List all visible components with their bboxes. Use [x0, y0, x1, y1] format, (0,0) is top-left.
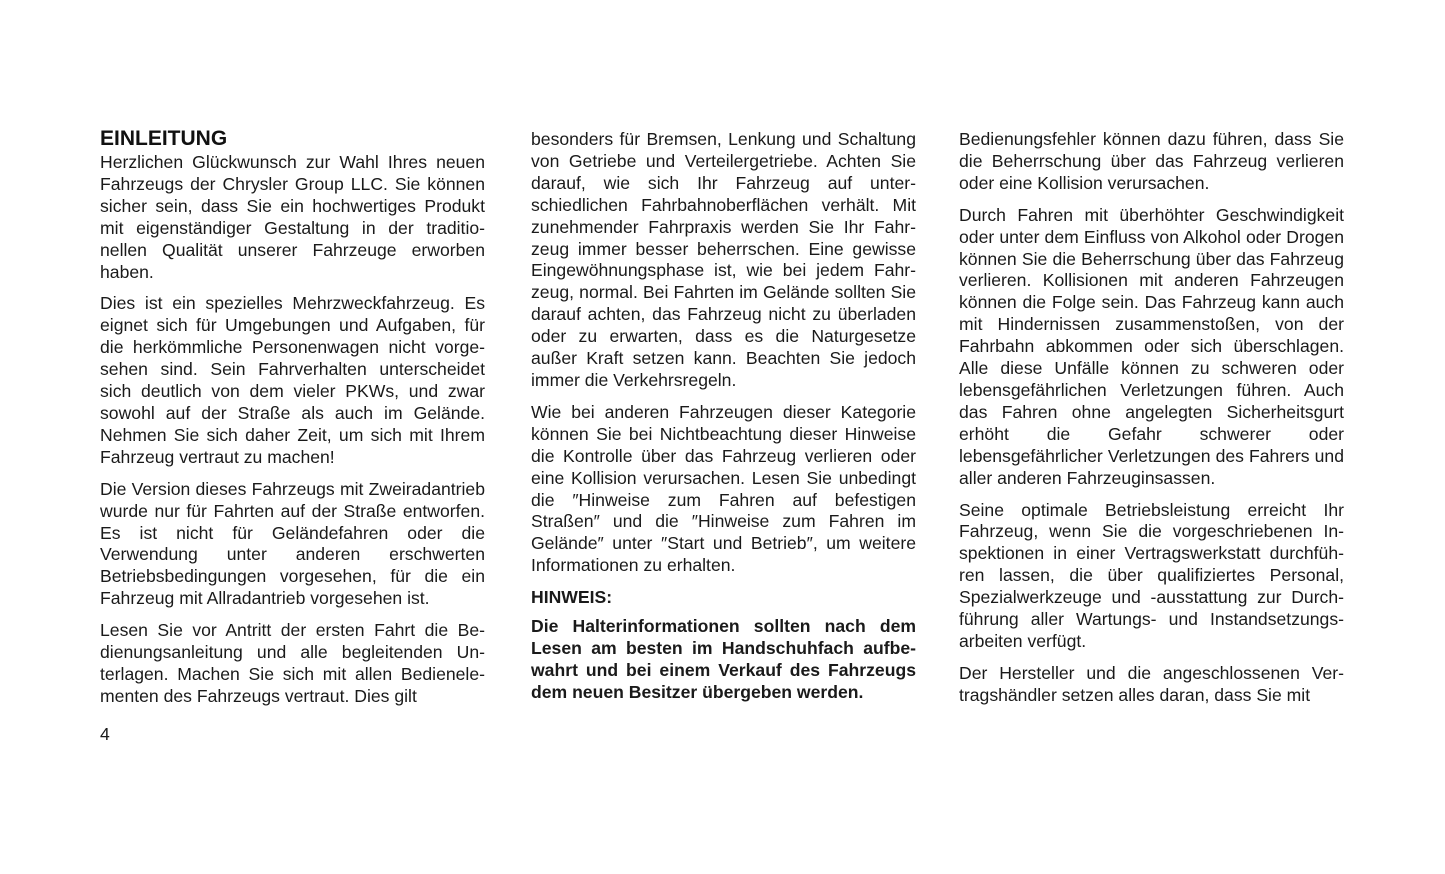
- paragraph: Der Hersteller und die angeschlossenen Vertragshändler setzen alles daran, dass Sie mit: [959, 662, 1344, 705]
- paragraph: Die Version dieses Fahrzeugs mit Zweiradantrieb wurde nur für Fahrten auf der Straße entworfen. Es ist nicht für Geländefahren oder die Verwendung unter anderen erschwerten Betriebsbedingungen vorgesehen, für die ein Fahrzeug mit Allradantrieb vorgesehen ist.: [100, 478, 485, 609]
- paragraph: Dies ist ein spezielles Mehrzweckfahrzeug. Es eignet sich für Umgebungen und Aufgaben, für die herkömmliche Personenwagen nicht vorgesehen sind. Sein Fahrverhalten unterscheidet sich deutlich von dem vieler PKWs, und zwar sowohl auf der Straße als auch im Gelände. Nehmen Sie sich daher Zeit, um sich mit Ihrem Fahrzeug vertraut zu machen!: [100, 293, 485, 467]
- page-number: 4: [100, 724, 110, 744]
- column-1: [100, 126, 485, 718]
- paragraph: besonders für Bremsen, Lenkung und Schaltung von Getriebe und Verteilergetriebe. Achten Sie darauf, wie sich Ihr Fahrzeug auf unterschiedlichen Fahrbahnoberflächen verhält. Mit zunehmender Fahrpraxis werden Sie Ihr Fahrzeug immer besser beherrschen. Eine gewisse Eingewöhnungsphase ist, wie bei jedem Fahrzeug, normal. Bei Fahrten im Gelände sollten Sie darauf achten, das Fahrzeug nicht zu überladen oder zu erwarten, dass es die Naturgesetze außer Kraft setzen kann. Beachten Sie jedoch immer die Verkehrsregeln.: [531, 129, 916, 390]
- column-2: [531, 129, 916, 704]
- paragraph: Seine optimale Betriebsleistung erreicht Ihr Fahrzeug, wenn Sie die vorgeschriebenen Inspektionen in einer Vertragswerkstatt durchführen lassen, die über qualifiziertes Personal, Spezialwerkzeuge und -ausstattung zur Durchführung aller Wartungs- und Instandsetzungsarbeiten verfügt.: [959, 499, 1344, 651]
- column-3: [959, 129, 1344, 717]
- paragraph: Durch Fahren mit überhöhter Geschwindigkeit oder unter dem Einfluss von Alkohol oder Drogen können Sie die Beherrschung über das Fahrzeug verlieren. Kollisionen mit anderen Fahrzeugen können die Folge sein. Das Fahrzeug kann auch mit Hindernissen zusammenstoßen, von der Fahrbahn abkommen oder sich überschlagen. Alle diese Unfälle können zu schweren oder lebensgefährlichen Verletzungen führen. Auch das Fahren ohne angelegten Sicherheitsgurt erhöht die Gefahr schwerer oder lebensgefährlicher Verletzungen des Fahrers und aller anderen Fahrzeuginsassen.: [959, 204, 1344, 488]
- intro-paragraph: Herzlichen Glückwunsch zur Wahl Ihres neuen Fahrzeugs der Chrysler Group LLC. Sie können sicher sein, dass Sie ein hochwertiges Produkt mit eigenständiger Gestaltung in der traditionellen Qualität unserer Fahrzeuge erworben haben.: [100, 152, 485, 282]
- paragraph: Bedienungsfehler können dazu führen, dass Sie die Beherrschung über das Fahrzeug verlieren oder eine Kollision verursachen.: [959, 129, 1344, 193]
- note-text: Die Halterinformationen sollten nach dem Lesen am besten im Handschuhfach aufbewahrt und bei einem Verkauf des Fahrzeugs dem neuen Besitzer übergeben werden.: [531, 616, 916, 702]
- note-label: HINWEIS:: [531, 587, 613, 608]
- paragraph: Wie bei anderen Fahrzeugen dieser Kategorie können Sie bei Nichtbeachtung dieser Hinweise die Kontrolle über das Fahrzeug verlieren oder eine Kollision verursachen. Lesen Sie unbedingt die ″Hinweise zum Fahren auf befestigen Straßen″ und die ″Hinweise zum Fahren im Gelände″ unter ″Start und Betrieb″, um weitere Informationen zu erhalten.: [531, 401, 916, 576]
- section-heading: EINLEITUNG: [100, 127, 228, 150]
- paragraph: Lesen Sie vor Antritt der ersten Fahrt die Bedienungsanleitung und alle begleitenden Unterlagen. Machen Sie sich mit allen Bedienelementen des Fahrzeugs vertraut. Dies gilt: [100, 620, 485, 706]
